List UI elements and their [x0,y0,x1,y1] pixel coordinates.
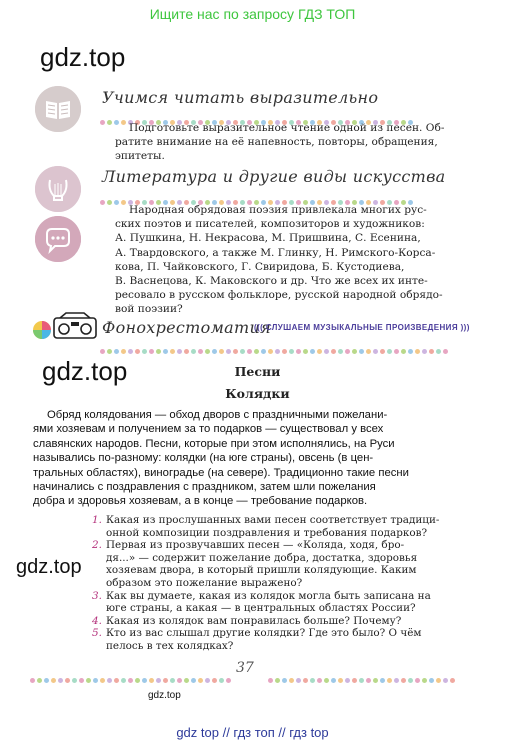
decor-dot [100,200,105,205]
decor-dot [296,678,301,683]
decor-dot [261,349,266,354]
decor-dot [219,678,224,683]
decor-dot [142,349,147,354]
decor-dot [352,349,357,354]
decor-dot [268,678,273,683]
decor-dot [86,678,91,683]
question-item: 3. Как вы думаете, какая из колядок могла быть записана на юге страны, а какая — в центральных областях России? [92,589,431,615]
decor-dot [387,349,392,354]
decor-dot [107,200,112,205]
dots-divider [100,190,415,196]
decor-dot [338,678,343,683]
decor-dot [226,349,231,354]
decor-dot [198,678,203,683]
section-title-arts: Литература и другие виды искусства [102,167,446,186]
decor-dot [331,349,336,354]
listen-music-label: ((( СЛУШАЕМ МУЗЫКАЛЬНЫЕ ПРОИЗВЕДЕНИЯ ))) [254,323,470,332]
section-title-phono: Фонохрестоматия [102,318,271,337]
decor-dot [317,678,322,683]
watermark-left: gdz.top [16,556,82,578]
decor-dot [422,678,427,683]
decor-dot [142,678,147,683]
decor-dot [170,349,175,354]
decor-dot [408,678,413,683]
decor-dot [443,349,448,354]
section-title-reading: Учимся читать выразительно [102,88,379,107]
decor-dot [149,678,154,683]
decor-dot [373,678,378,683]
decor-dot [44,678,49,683]
decor-dot [394,349,399,354]
decor-dot [219,349,224,354]
decor-dot [212,678,217,683]
decor-dot [289,678,294,683]
dots-divider [100,339,450,345]
decor-dot [443,678,448,683]
questions-list [92,514,472,653]
decor-dot [338,349,343,354]
page-number: 37 [236,660,254,676]
lyre-icon [35,166,81,212]
decor-dot [205,349,210,354]
decor-dot [324,678,329,683]
decor-dot [331,678,336,683]
decor-dot [135,349,140,354]
decor-dot [373,349,378,354]
decor-dot [226,678,231,683]
decor-dot [156,349,161,354]
decor-dot [429,349,434,354]
decor-dot [100,349,105,354]
decor-dot [310,678,315,683]
decor-dot [422,349,427,354]
decor-dot [100,120,105,125]
decor-dot [205,678,210,683]
decor-dot [184,678,189,683]
decor-dot [79,678,84,683]
decor-dot [345,678,350,683]
decor-dot [163,678,168,683]
decor-dot [387,678,392,683]
heading-songs: Песни [234,364,281,379]
decor-dot [275,349,280,354]
decor-dot [93,678,98,683]
decor-dot [394,678,399,683]
decor-dot [401,678,406,683]
decor-dot [128,349,133,354]
decor-dot [282,349,287,354]
reading-paragraph: Подготовьте выразительное чтение одной из песен. Об- ратите внимание на её напевность, повторы, обращения, эпитеты. [115,122,445,163]
question-item: 4. Какая из колядок вам понравилась больше? Почему? [92,614,402,627]
decor-dot [51,678,56,683]
decor-dot [352,678,357,683]
decor-dot [191,349,196,354]
footer-links: gdz top // гдз топ // гдз top [176,725,329,740]
decor-dot [121,349,126,354]
decor-dot [317,349,322,354]
decor-dot [436,678,441,683]
watermark-middle: gdz.top [42,356,128,386]
body-paragraph: Обряд колядования — обход дворов с праздничными пожелани- ями хозяевам и получением за то подарков — существовал у всех славянских народов. Песни, которые при этом исполнялись, на Руси назывались по-разному: колядки (на юге страны), овсень (в цен- тральных областях), виноградье (на севере). Традиционно такие песни начинались с поздравления с праздником, затем шли пожелания добра и здоровья хозяевам, а в конце — требование подарков. [33,409,409,508]
question-item: 2. Первая из прозвучавших песен — «Коляда, ходя, бро- дя...» — содержит пожелание добра, достатка, здоровья хозяевам двора, в который пришли колядующие. Каким образом это пожелание выражено? [92,539,418,589]
boombox-icon [30,312,98,340]
decor-dot [380,678,385,683]
decor-dot [415,678,420,683]
decor-dot [408,349,413,354]
decor-dot [345,349,350,354]
dots-divider [30,668,233,674]
decor-dot [436,349,441,354]
decor-dot [177,349,182,354]
decor-dot [401,349,406,354]
decor-dot [114,678,119,683]
decor-dot [128,678,133,683]
decor-dot [177,678,182,683]
decor-dot [37,678,42,683]
decor-dot [30,678,35,683]
decor-dot [296,349,301,354]
question-item: 5. Кто из вас слышал другие колядки? Где это было? О чём пелось в тех колядках? [92,627,422,652]
decor-dot [233,349,238,354]
decor-dot [415,349,420,354]
decor-dot [121,678,126,683]
decor-dot [65,678,70,683]
decor-dot [450,678,455,683]
decor-dot [303,349,308,354]
decor-dot [359,349,364,354]
dots-divider [268,668,457,674]
decor-dot [359,678,364,683]
decor-dot [282,678,287,683]
watermark-top: gdz.top [40,42,126,72]
decor-dot [380,349,385,354]
arts-paragraph: Народная обрядовая поэзия привлекала многих рус- ских поэтов и писателей, композиторов и художников: А. Пушкина, Н. Некрасова, М. Пришвина, С. Есенина, А. Твардовского, а также М. Глинку, Н. Римского-Корса- кова, П. Чайковского, Г. Свиридова, Б. Кустодиева, В. Васнецова, К. Маковского и др. Что же всех их инте- ресовало в русском фольклоре, русской народной обрядо- вой поэзии? [115,204,443,316]
decor-dot [366,678,371,683]
decor-dot [289,349,294,354]
decor-dot [156,678,161,683]
decor-dot [310,349,315,354]
decor-dot [247,349,252,354]
decor-dot [170,678,175,683]
decor-dot [275,678,280,683]
decor-dot [58,678,63,683]
decor-dot [240,349,245,354]
decor-dot [107,678,112,683]
decor-dot [107,349,112,354]
decor-dot [191,678,196,683]
decor-dot [254,349,259,354]
decor-dot [366,349,371,354]
decor-dot [268,349,273,354]
decor-dot [198,349,203,354]
decor-dot [184,349,189,354]
open-book-icon [35,86,81,132]
speech-bubble-icon [35,216,81,262]
decor-dot [212,349,217,354]
decor-dot [114,349,119,354]
search-banner: Ищите нас по запросу ГДЗ ТОП [149,6,356,22]
decor-dot [163,349,168,354]
decor-dot [100,678,105,683]
question-item: 1. Какая из прослушанных вами песен соответствует традици- онной композиции поздравления и требования подарков? [92,514,440,539]
dots-divider [100,110,415,116]
decor-dot [135,678,140,683]
decor-dot [303,678,308,683]
decor-dot [149,349,154,354]
heading-carols: Колядки [225,386,290,401]
decor-dot [107,120,112,125]
decor-dot [429,678,434,683]
decor-dot [72,678,77,683]
decor-dot [324,349,329,354]
watermark-bottom: gdz.top [148,690,181,701]
